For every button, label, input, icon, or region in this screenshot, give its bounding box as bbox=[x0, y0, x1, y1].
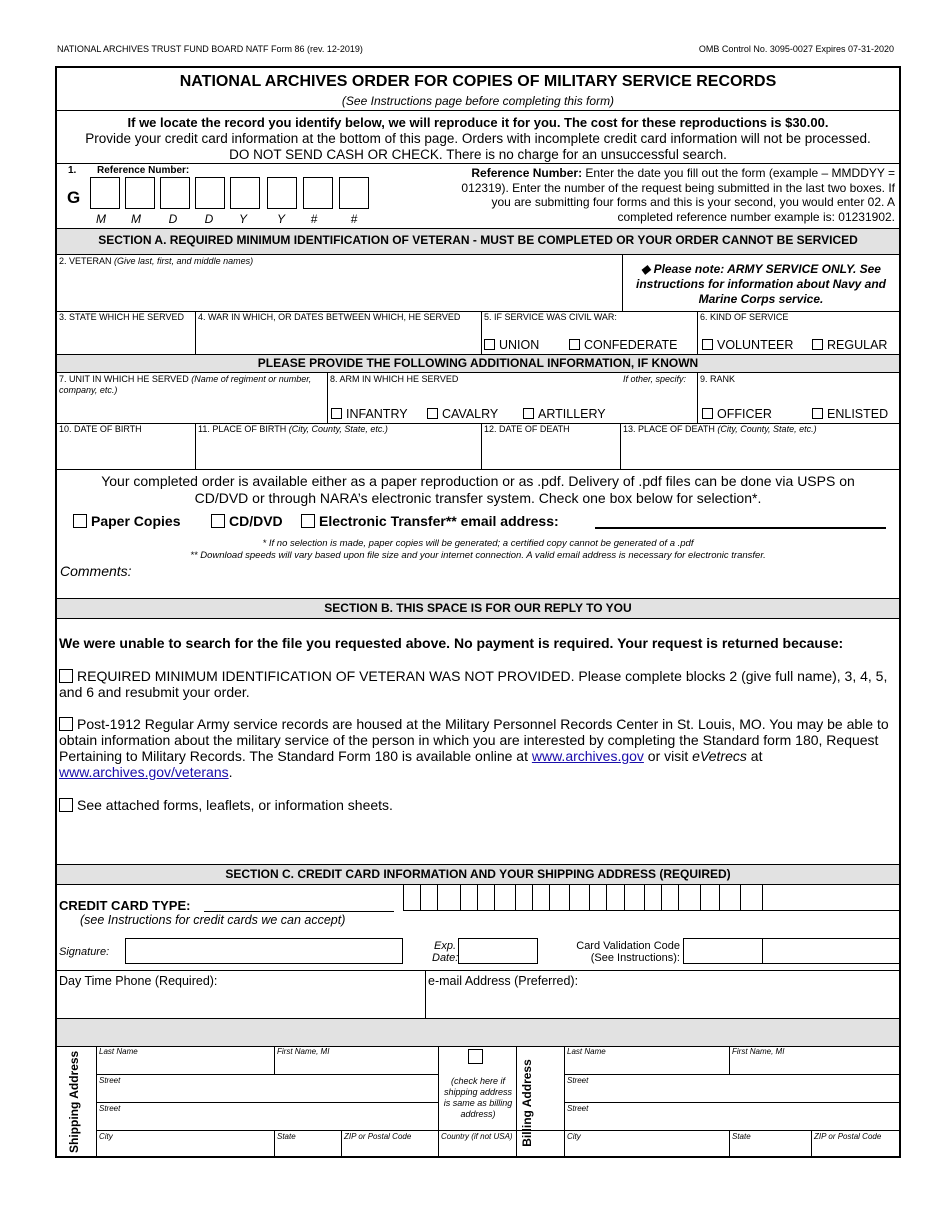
regular-checkbox[interactable] bbox=[812, 339, 823, 350]
veteran-label-text: 2. VETERAN bbox=[59, 256, 112, 266]
confederate-checkbox[interactable] bbox=[569, 339, 580, 350]
cvc-text-2: (See Instructions): bbox=[590, 952, 680, 964]
ref-box[interactable] bbox=[125, 177, 155, 209]
ref-number-label: Reference Number: bbox=[97, 165, 190, 176]
section-b-intro: We were unable to search for the file you requested above. No payment is required. Your request is returned because: bbox=[59, 635, 844, 651]
form-title: NATIONAL ARCHIVES ORDER FOR COPIES OF MILITARY SERVICE RECORDS bbox=[179, 73, 777, 90]
rank-label: 9. RANK bbox=[700, 374, 736, 384]
veteran-hint: (Give last, first, and middle names) bbox=[114, 256, 254, 266]
phone-label: Day Time Phone (Required): bbox=[59, 974, 218, 988]
same-address-note: (check here if shipping address is same as billing address) bbox=[443, 1076, 513, 1119]
reason-3-checkbox[interactable] bbox=[59, 798, 73, 812]
signature-label: Signature: bbox=[59, 946, 110, 958]
cvc-label bbox=[560, 940, 680, 964]
officer-checkbox[interactable] bbox=[702, 408, 713, 419]
bill-last-name: Last Name bbox=[567, 1047, 606, 1056]
ship-country: Country (if not USA) bbox=[441, 1132, 513, 1141]
paper-checkbox[interactable] bbox=[73, 514, 87, 528]
army-note: ◆ Please note: ARMY SERVICE ONLY. See instructions for information about Navy and Marine Corps service. bbox=[635, 262, 886, 306]
cost-notice: If we locate the record you identify below, we will reproduce it for you. The cost for these reproductions is $30.00. bbox=[127, 115, 829, 130]
cavalry-option[interactable] bbox=[427, 407, 498, 421]
bill-zip: ZIP or Postal Code bbox=[814, 1132, 882, 1141]
bill-first-name: First Name, MI bbox=[732, 1047, 785, 1056]
address-bar bbox=[57, 1019, 899, 1046]
cvc-text-1: Card Validation Code bbox=[576, 940, 680, 952]
cc-digit bbox=[661, 884, 678, 910]
pob-hint: (City, County, State, etc.) bbox=[288, 424, 388, 434]
at-text: at bbox=[746, 748, 763, 764]
cc-digit bbox=[624, 884, 641, 910]
pod-hint: (City, County, State, etc.) bbox=[717, 424, 817, 434]
regular-option[interactable] bbox=[812, 338, 887, 352]
signature-field[interactable] bbox=[125, 938, 403, 964]
cc-digit bbox=[740, 884, 757, 910]
delivery-note-1: * If no selection is made, paper copies will be generated; a certified copy cannot be generated of a .pdf bbox=[262, 538, 694, 549]
cash-notice: DO NOT SEND CASH OR CHECK. There is no charge for an unsuccessful search. bbox=[229, 147, 727, 162]
section-a-header: SECTION A. REQUIRED MINIMUM IDENTIFICATION OF VETERAN - MUST BE COMPLETED OR YOUR ORDER CANNOT BE SERVICED bbox=[98, 233, 858, 247]
ref-help-text: Enter the date you fill out the form (example – MMDDYY = 012319). Enter the number of the request being submitted in the last two boxes. If you are submitting four forms and this is your second, you would enter 02. A completed reference number example is: 01231902. bbox=[461, 166, 895, 224]
unit-label bbox=[59, 374, 324, 396]
volunteer-option[interactable] bbox=[702, 338, 793, 352]
veterans-link[interactable]: www.archives.gov/veterans bbox=[59, 764, 229, 780]
cc-type-label: CREDIT CARD TYPE: bbox=[59, 898, 191, 913]
cc-type-hint: (see Instructions for credit cards we can accept) bbox=[80, 913, 346, 927]
delivery-note-2: ** Download speeds will vary based upon file size and your internet connection. A valid email address is necessary for electronic transfer. bbox=[190, 550, 766, 561]
unit-label-text: 7. UNIT IN WHICH HE SERVED bbox=[59, 374, 189, 384]
enlisted-text: ENLISTED bbox=[827, 407, 889, 421]
ship-zip: ZIP or Postal Code bbox=[344, 1132, 412, 1141]
dob-label: 10. DATE OF BIRTH bbox=[59, 424, 142, 434]
ref-letter: Y bbox=[276, 212, 285, 226]
reason-1-text: REQUIRED MINIMUM IDENTIFICATION OF VETERAN WAS NOT PROVIDED. Please complete blocks 2 (give full name), 3, 4, 5, and 6 and resubmit your order. bbox=[59, 668, 888, 700]
bill-state: State bbox=[732, 1132, 751, 1141]
exp-text: Exp. bbox=[433, 940, 456, 952]
ref-letter: M bbox=[131, 212, 141, 226]
cc-digit bbox=[437, 884, 454, 910]
cc-digit bbox=[515, 884, 532, 910]
email-label: e-mail Address (Preferred): bbox=[428, 974, 579, 988]
veteran-label bbox=[59, 256, 253, 267]
veteran-name-field[interactable] bbox=[60, 268, 620, 308]
unit-hint: (Name of regiment or number, company, etc.) bbox=[59, 374, 312, 395]
officer-text: OFFICER bbox=[717, 407, 772, 421]
cc-digit bbox=[678, 884, 695, 910]
ref-prefix: G bbox=[67, 188, 81, 207]
pod-label-text: 13. PLACE OF DEATH bbox=[623, 424, 715, 434]
reason-2 bbox=[59, 716, 899, 780]
bill-street-2: Street bbox=[567, 1104, 589, 1113]
bill-street-1: Street bbox=[567, 1076, 589, 1085]
same-address-checkbox[interactable] bbox=[468, 1049, 483, 1064]
infantry-option[interactable] bbox=[331, 407, 408, 421]
reason-2-text: Post-1912 Regular Army service records are housed at the Military Personnel Records Center in St. Louis, MO. You may be able to obtain information about the military service of the person in which you are interested by completing the Standard form 180, Request Pertaining to Military Records. The Standard Form 180 is available online at bbox=[59, 716, 889, 764]
cddvd-checkbox[interactable] bbox=[211, 514, 225, 528]
officer-option[interactable] bbox=[702, 407, 772, 421]
ship-first-name: First Name, MI bbox=[277, 1047, 330, 1056]
cddvd-text: CD/DVD bbox=[229, 513, 283, 529]
ref-box[interactable] bbox=[160, 177, 190, 209]
pod-label bbox=[623, 424, 817, 435]
electronic-option[interactable] bbox=[301, 513, 559, 529]
cc-digit bbox=[549, 884, 566, 910]
ship-city: City bbox=[99, 1132, 113, 1141]
cvc-extra bbox=[762, 938, 899, 964]
cc-digit bbox=[589, 884, 606, 910]
additional-header: PLEASE PROVIDE THE FOLLOWING ADDITIONAL INFORMATION, IF KNOWN bbox=[257, 356, 699, 370]
cc-digit bbox=[532, 884, 549, 910]
electronic-text: Electronic Transfer** email address: bbox=[319, 513, 559, 529]
delivery-text-2: CD/DVD or through NARA’s electronic transfer system. Check one box below for selection*. bbox=[194, 490, 762, 506]
cc-digit bbox=[460, 884, 477, 910]
cc-type-field[interactable] bbox=[204, 911, 394, 912]
union-text: UNION bbox=[499, 338, 540, 352]
form-id: NATIONAL ARCHIVES TRUST FUND BOARD NATF Form 86 (rev. 12-2019) bbox=[57, 44, 363, 54]
form-subtitle: (See Instructions page before completing this form) bbox=[341, 94, 615, 108]
state-label: 3. STATE WHICH HE SERVED bbox=[59, 312, 185, 322]
date-text: Date: bbox=[432, 952, 459, 964]
ref-box[interactable] bbox=[339, 177, 369, 209]
cc-digit bbox=[719, 884, 736, 910]
ref-box[interactable] bbox=[303, 177, 333, 209]
union-checkbox[interactable] bbox=[484, 339, 495, 350]
section-c-header: SECTION C. CREDIT CARD INFORMATION AND YOUR SHIPPING ADDRESS (REQUIRED) bbox=[225, 867, 731, 881]
cc-digit bbox=[569, 884, 586, 910]
cc-digit bbox=[420, 884, 437, 910]
cc-digit bbox=[494, 884, 511, 910]
arm-label: 8. ARM IN WHICH HE SERVED bbox=[330, 374, 459, 384]
omb-control: OMB Control No. 3095-0027 Expires 07-31-2020 bbox=[698, 44, 894, 54]
infantry-checkbox[interactable] bbox=[331, 408, 342, 419]
ref-box[interactable] bbox=[230, 177, 260, 209]
other-specify: If other, specify: bbox=[623, 374, 687, 384]
exp-date-label bbox=[432, 940, 459, 964]
email-underline[interactable] bbox=[595, 527, 886, 529]
pob-label bbox=[198, 424, 388, 435]
ref-letter: M bbox=[96, 212, 106, 226]
evetrecs-text: eVetrecs bbox=[692, 748, 747, 764]
pob-label-text: 11. PLACE OF BIRTH bbox=[198, 424, 287, 434]
ref-number-index: 1. bbox=[68, 165, 77, 176]
paper-text: Paper Copies bbox=[91, 513, 181, 529]
reason-1 bbox=[59, 668, 897, 700]
electronic-checkbox[interactable] bbox=[301, 514, 315, 528]
artillery-checkbox[interactable] bbox=[523, 408, 534, 419]
ref-letter: # bbox=[350, 212, 358, 226]
shipping-label: Shipping Address bbox=[67, 1050, 81, 1153]
ref-letter: Y bbox=[238, 212, 247, 226]
regular-text: REGULAR bbox=[827, 338, 888, 352]
war-label: 4. WAR IN WHICH, OR DATES BETWEEN WHICH, HE SERVED bbox=[198, 312, 461, 322]
ship-state: State bbox=[277, 1132, 296, 1141]
cddvd-option[interactable] bbox=[211, 513, 283, 529]
kind-label: 6. KIND OF SERVICE bbox=[700, 312, 789, 322]
delivery-text-1: Your completed order is available either as a paper reproduction or as .pdf. Delivery of .pdf files can be done via USPS on bbox=[101, 473, 855, 489]
cc-digit bbox=[477, 884, 494, 910]
ship-last-name: Last Name bbox=[99, 1047, 138, 1056]
artillery-option[interactable] bbox=[523, 407, 606, 421]
ref-box[interactable] bbox=[195, 177, 225, 209]
reason-1-checkbox[interactable] bbox=[59, 669, 73, 683]
exp-date-field[interactable] bbox=[458, 938, 538, 964]
ref-letter: D bbox=[168, 212, 178, 226]
ref-letter: # bbox=[310, 212, 318, 226]
ship-street-2: Street bbox=[99, 1104, 121, 1113]
confederate-option[interactable] bbox=[569, 338, 678, 352]
comments-label: Comments: bbox=[60, 563, 132, 579]
enlisted-checkbox[interactable] bbox=[812, 408, 823, 419]
civil-war-label: 5. IF SERVICE WAS CIVIL WAR: bbox=[484, 312, 617, 322]
cc-digit bbox=[644, 884, 661, 910]
infantry-text: INFANTRY bbox=[346, 407, 408, 421]
cc-digit bbox=[606, 884, 623, 910]
volunteer-text: VOLUNTEER bbox=[717, 338, 794, 352]
ship-street-1: Street bbox=[99, 1076, 121, 1085]
payment-notice: Provide your credit card information at the bottom of this page. Orders with incomplete credit card information will not be processed. bbox=[85, 131, 871, 146]
cvc-field[interactable] bbox=[683, 938, 763, 964]
cavalry-checkbox[interactable] bbox=[427, 408, 438, 419]
union-option[interactable] bbox=[484, 338, 539, 352]
ref-box[interactable] bbox=[90, 177, 120, 209]
volunteer-checkbox[interactable] bbox=[702, 339, 713, 350]
ref-box[interactable] bbox=[267, 177, 297, 209]
reason-3-text: See attached forms, leaflets, or information sheets. bbox=[77, 797, 393, 813]
ref-help-bold: Reference Number: bbox=[471, 166, 583, 180]
ref-instructions bbox=[443, 166, 895, 224]
confederate-text: CONFEDERATE bbox=[584, 338, 678, 352]
archives-link[interactable]: www.archives.gov bbox=[531, 748, 644, 764]
cc-digit bbox=[700, 884, 717, 910]
section-b-header: SECTION B. THIS SPACE IS FOR OUR REPLY TO YOU bbox=[324, 601, 632, 615]
or-visit-text: or visit bbox=[643, 748, 693, 764]
reason-2-checkbox[interactable] bbox=[59, 717, 73, 731]
bill-city: City bbox=[567, 1132, 581, 1141]
reason-3 bbox=[59, 797, 393, 813]
paper-option[interactable] bbox=[73, 513, 180, 529]
billing-label: Billing Address bbox=[520, 1059, 534, 1147]
enlisted-option[interactable] bbox=[812, 407, 888, 421]
dod-label: 12. DATE OF DEATH bbox=[484, 424, 570, 434]
cc-digit bbox=[762, 884, 779, 910]
ref-letter: D bbox=[204, 212, 214, 226]
artillery-text: ARTILLERY bbox=[538, 407, 606, 421]
cc-digit bbox=[403, 884, 420, 910]
period-text: . bbox=[228, 764, 233, 780]
cavalry-text: CAVALRY bbox=[442, 407, 499, 421]
